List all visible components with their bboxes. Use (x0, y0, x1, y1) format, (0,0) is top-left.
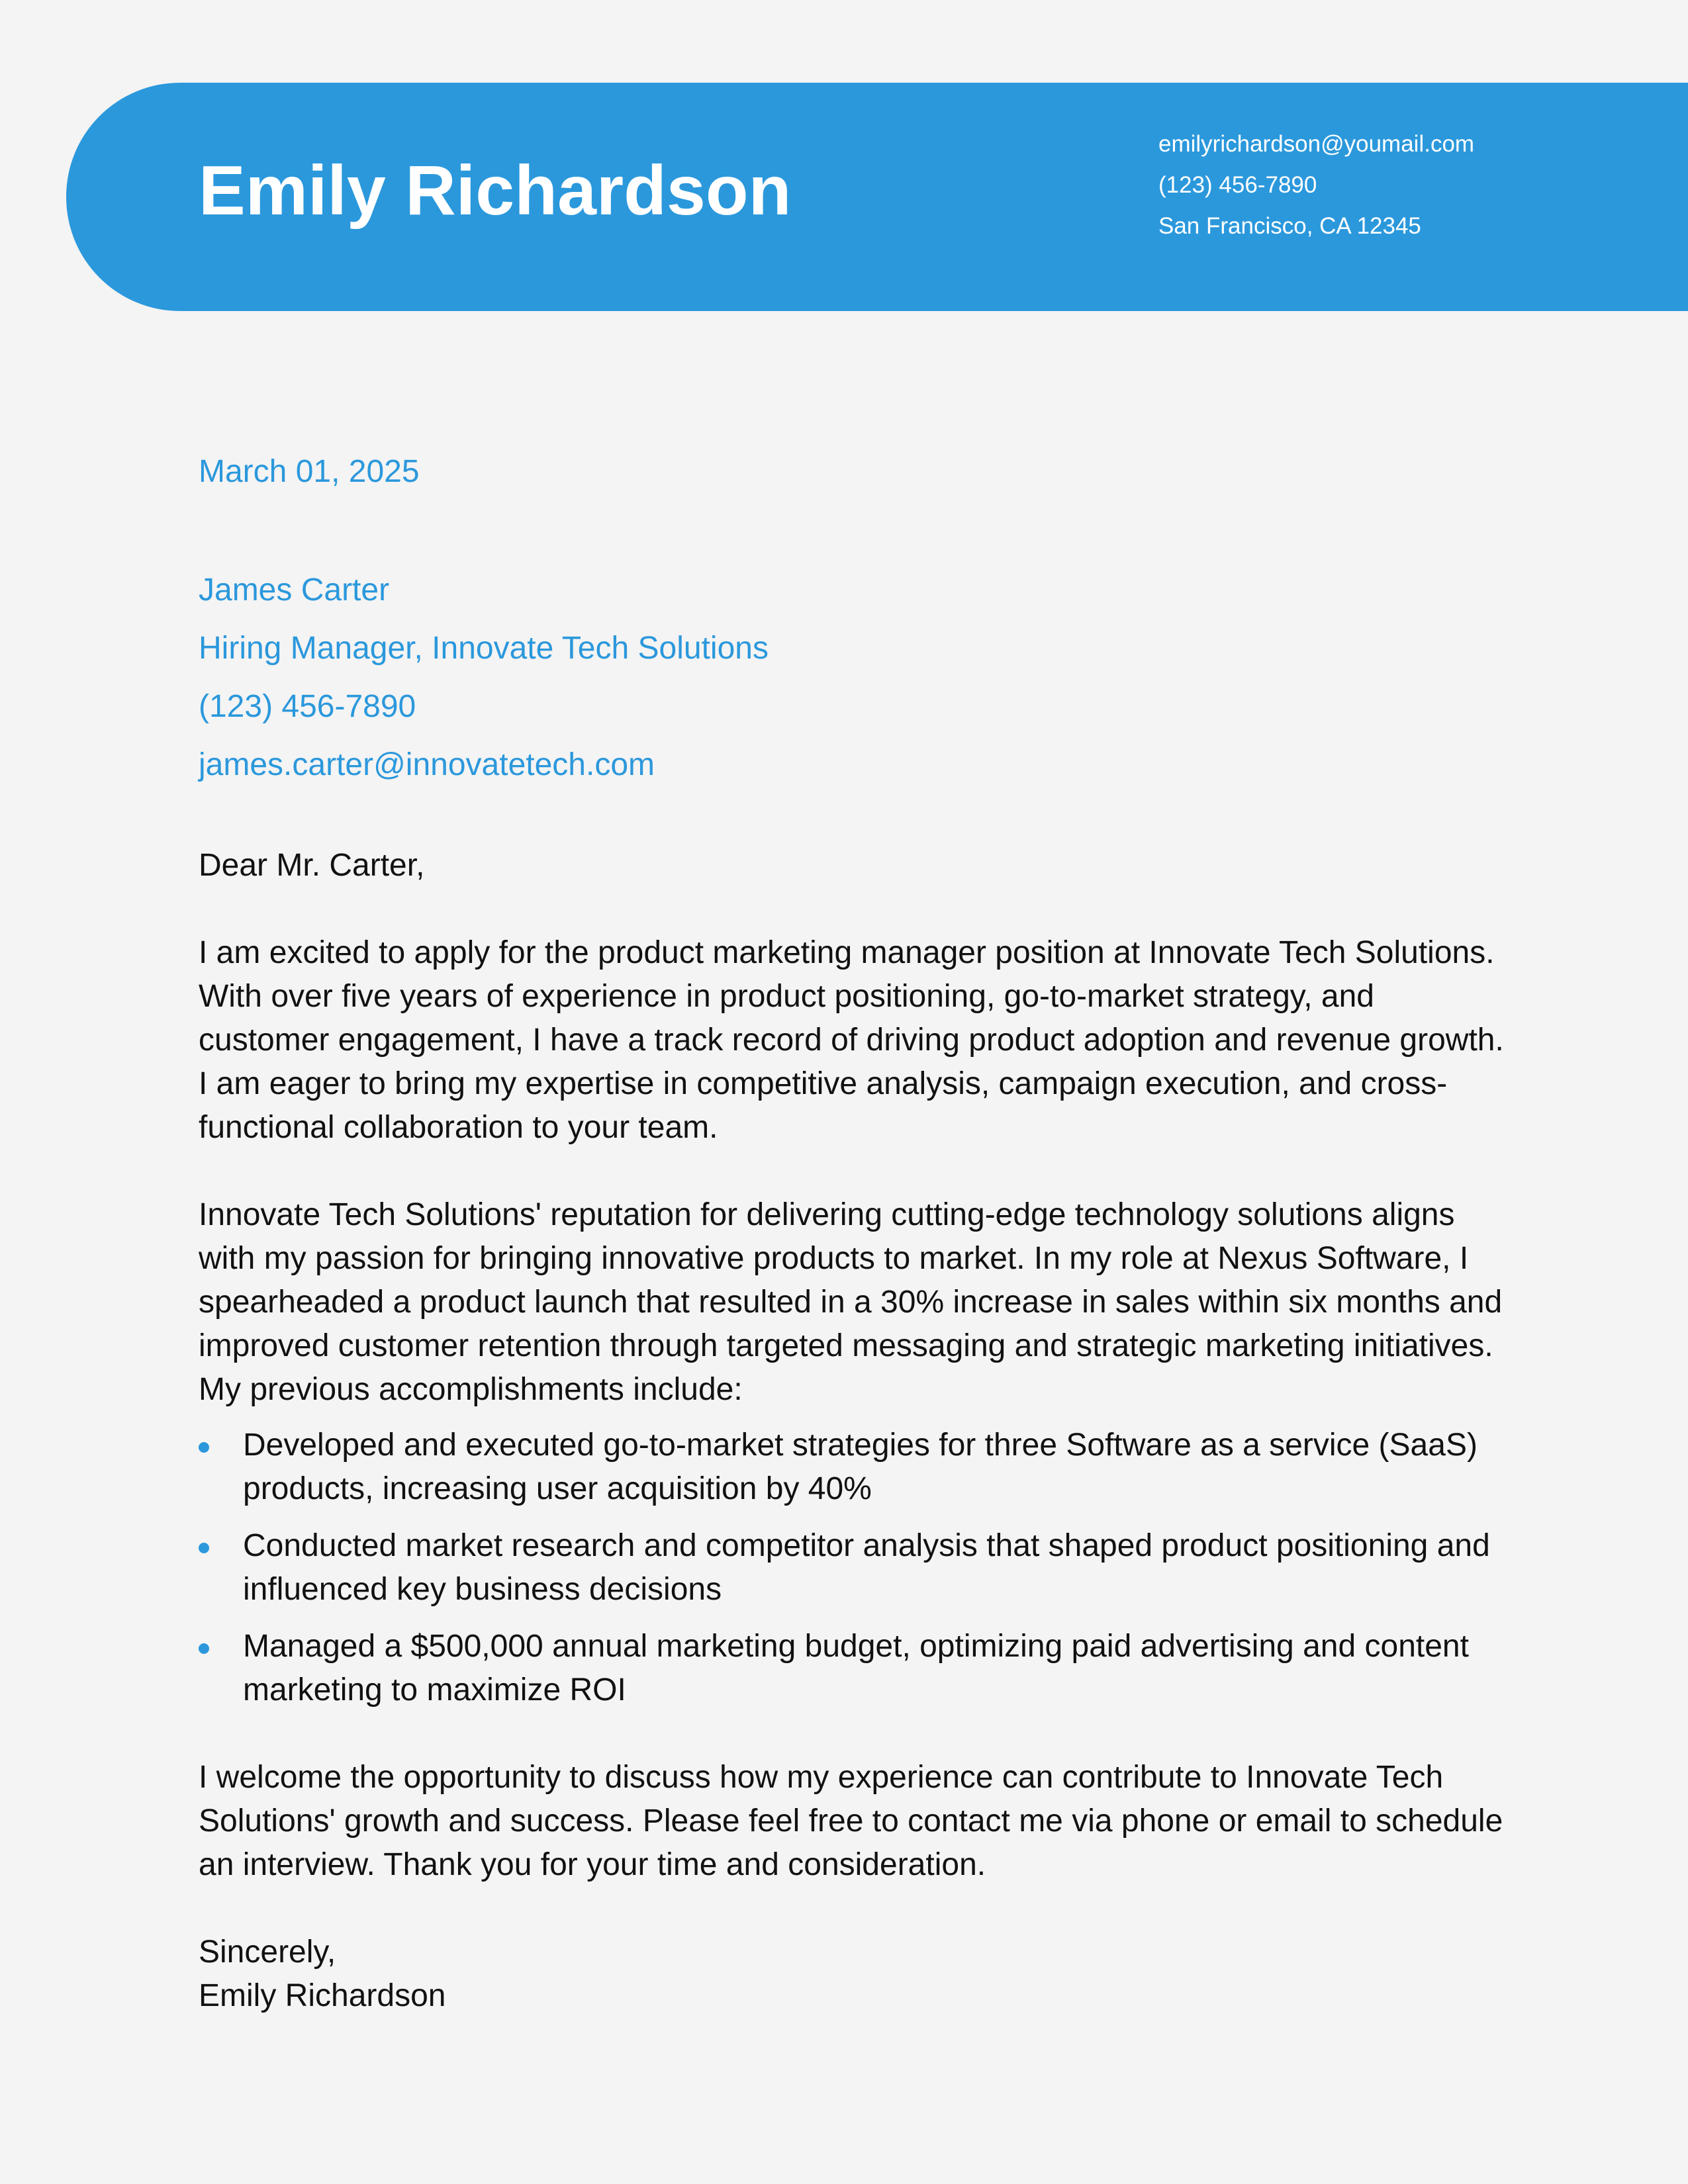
body-paragraph: I am excited to apply for the product marketing manager position at Innovate Tech Solutions. With over five years of experience in product positioning, go-to-market strategy, and customer engagement, I have a track record of driving product adoption and revenue growth. I am eager to bring my expertise in competitive analysis, campaign execution, and cross-functional collaboration to your team. (199, 935, 1504, 1145)
body-paragraph: Innovate Tech Solutions' reputation for delivering cutting-edge technology solutions aligns with my passion for bringing innovative products to market. In my role at Nexus Software, I spearheaded a product launch that resulted in a 30% increase in sales within six months and improved customer retention through targeted messaging and strategic marketing initiatives. My previous accomplishments include: (199, 1197, 1503, 1407)
bullet-icon (199, 1543, 209, 1553)
sender-name: Emily Richardson (199, 152, 792, 230)
recipient-name: James Carter (199, 572, 390, 608)
list-item-text: Conducted market research and competitor analysis that shaped product positioning and influenced key business decisions (243, 1528, 1490, 1607)
letter-date: March 01, 2025 (199, 454, 420, 489)
sender-location: San Francisco, CA 12345 (1158, 213, 1421, 239)
header-banner (66, 83, 1688, 311)
recipient-title: Hiring Manager, Innovate Tech Solutions (199, 631, 769, 666)
signature-name: Emily Richardson (199, 1978, 446, 2013)
salutation: Dear Mr. Carter, (199, 848, 425, 883)
recipient-block (199, 561, 769, 794)
letter-body (199, 844, 1509, 2018)
bullet-icon (199, 1442, 209, 1453)
recipient-phone: (123) 456-7890 (199, 689, 416, 724)
list-item-text: Managed a $500,000 annual marketing budget, optimizing paid advertising and content marketing to maximize ROI (243, 1629, 1469, 1707)
list-item-text: Developed and executed go-to-market strategies for three Software as a service (SaaS) products, increasing user acquisition by 40% (243, 1428, 1477, 1506)
sign-off: Sincerely, (199, 1934, 336, 1970)
accomplishments-list (199, 1424, 1509, 1712)
closing-paragraph: I welcome the opportunity to discuss how my experience can contribute to Innovate Tech Solutions' growth and success. Please feel free to contact me via phone or email to schedule an interview. Thank you for your time and consideration. (199, 1760, 1503, 1882)
sender-phone: (123) 456-7890 (1158, 172, 1317, 198)
sender-email: emilyrichardson@youmail.com (1158, 131, 1475, 157)
list-item (199, 1424, 1509, 1511)
sender-contact-block (1158, 129, 1556, 252)
list-item (199, 1524, 1509, 1612)
recipient-email: james.carter@innovatetech.com (199, 747, 655, 782)
list-item (199, 1625, 1509, 1712)
sign-off-block (199, 1931, 1509, 2018)
bullet-icon (199, 1643, 209, 1654)
